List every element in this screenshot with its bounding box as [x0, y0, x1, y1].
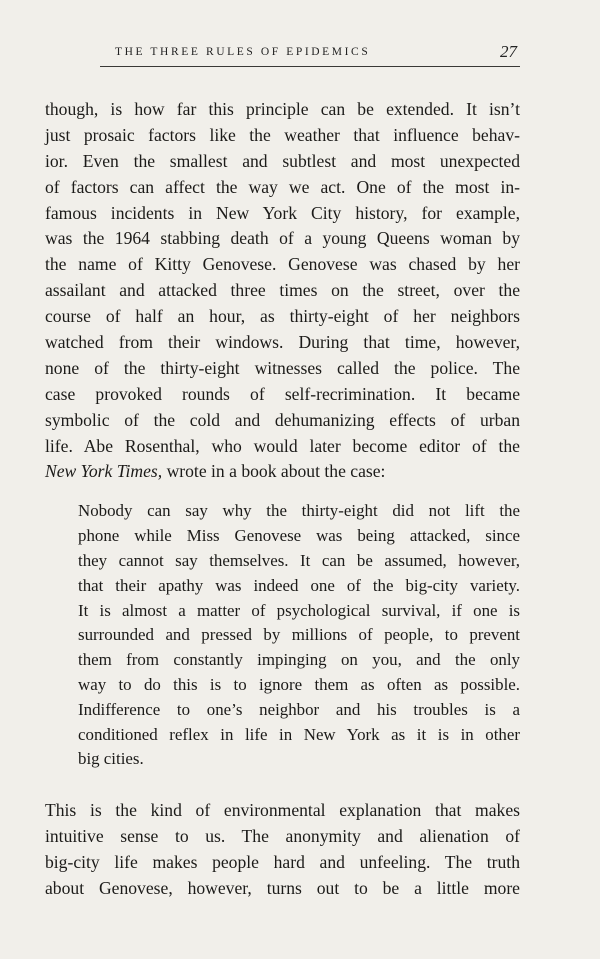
body-text: [45, 97, 520, 902]
text-line: of factors can affect the way we act. One of the most in-: [45, 176, 520, 197]
text-line: [45, 459, 520, 485]
quote-line: conditioned reflex in life in New York as it is in other: [78, 724, 520, 744]
text-line: none of the thirty-eight witnesses called the police. The: [45, 357, 520, 378]
text-line: watched from their windows. During that time, however,: [45, 332, 520, 353]
quote-line: Indifference to one’s neighbor and his troubles is a: [78, 699, 520, 719]
text-line: was the 1964 stabbing death of a young Queens woman by: [45, 228, 520, 249]
quote-line: way to do this is to ignore them as often as possible.: [78, 674, 520, 694]
text-line: big-city life makes people hard and unfeeling. The truth: [45, 851, 520, 872]
running-head: THE THREE RULES OF EPIDEMICS: [115, 46, 371, 58]
text-line: life. Abe Rosenthal, who would later become editor of the: [45, 435, 520, 456]
newspaper-title: New York Times,: [45, 461, 163, 482]
quote-line: that their apathy was indeed one of the big-city variety.: [78, 575, 520, 595]
page-number: 27: [500, 42, 517, 61]
text-line: assailant and attacked three times on the street, over the: [45, 280, 520, 301]
quote-line: surrounded and pressed by millions of people, to prevent: [78, 625, 520, 645]
text-span: wrote in a book about the case:: [162, 461, 386, 482]
page-header: [100, 38, 520, 68]
quote-line: It is almost a matter of psychological survival, if one is: [78, 600, 520, 620]
quote-line: Nobody can say why the thirty-eight did not lift the: [78, 501, 520, 521]
text-line: about Genovese, however, turns out to be a little more: [45, 877, 520, 898]
block-quote: [78, 499, 520, 772]
quote-line: they cannot say themselves. It can be assumed, however,: [78, 550, 520, 570]
text-line: though, is how far this principle can be extended. It isn’t: [45, 99, 520, 119]
header-rule: [100, 66, 520, 67]
text-line: just prosaic factors like the weather that influence behav-: [45, 124, 520, 145]
quote-line: phone while Miss Genovese was being attacked, since: [78, 526, 520, 546]
text-line: famous incidents in New York City history, for example,: [45, 202, 520, 223]
text-line: case provoked rounds of self-recrimination. It became: [45, 383, 520, 404]
text-line: This is the kind of environmental explanation that makes: [45, 800, 520, 821]
paragraph-1: [45, 97, 520, 485]
quote-line: them from constantly impinging on you, and the only: [78, 650, 520, 670]
paragraph-2: [45, 798, 520, 902]
text-line: ior. Even the smallest and subtlest and most unexpected: [45, 150, 520, 171]
text-line: course of half an hour, as thirty-eight of her neighbors: [45, 306, 520, 327]
quote-line: big cities.: [78, 749, 144, 769]
text-line: symbolic of the cold and dehumanizing effects of urban: [45, 409, 520, 430]
text-line: the name of Kitty Genovese. Genovese was chased by her: [45, 254, 520, 275]
text-line: intuitive sense to us. The anonymity and alienation of: [45, 826, 520, 847]
